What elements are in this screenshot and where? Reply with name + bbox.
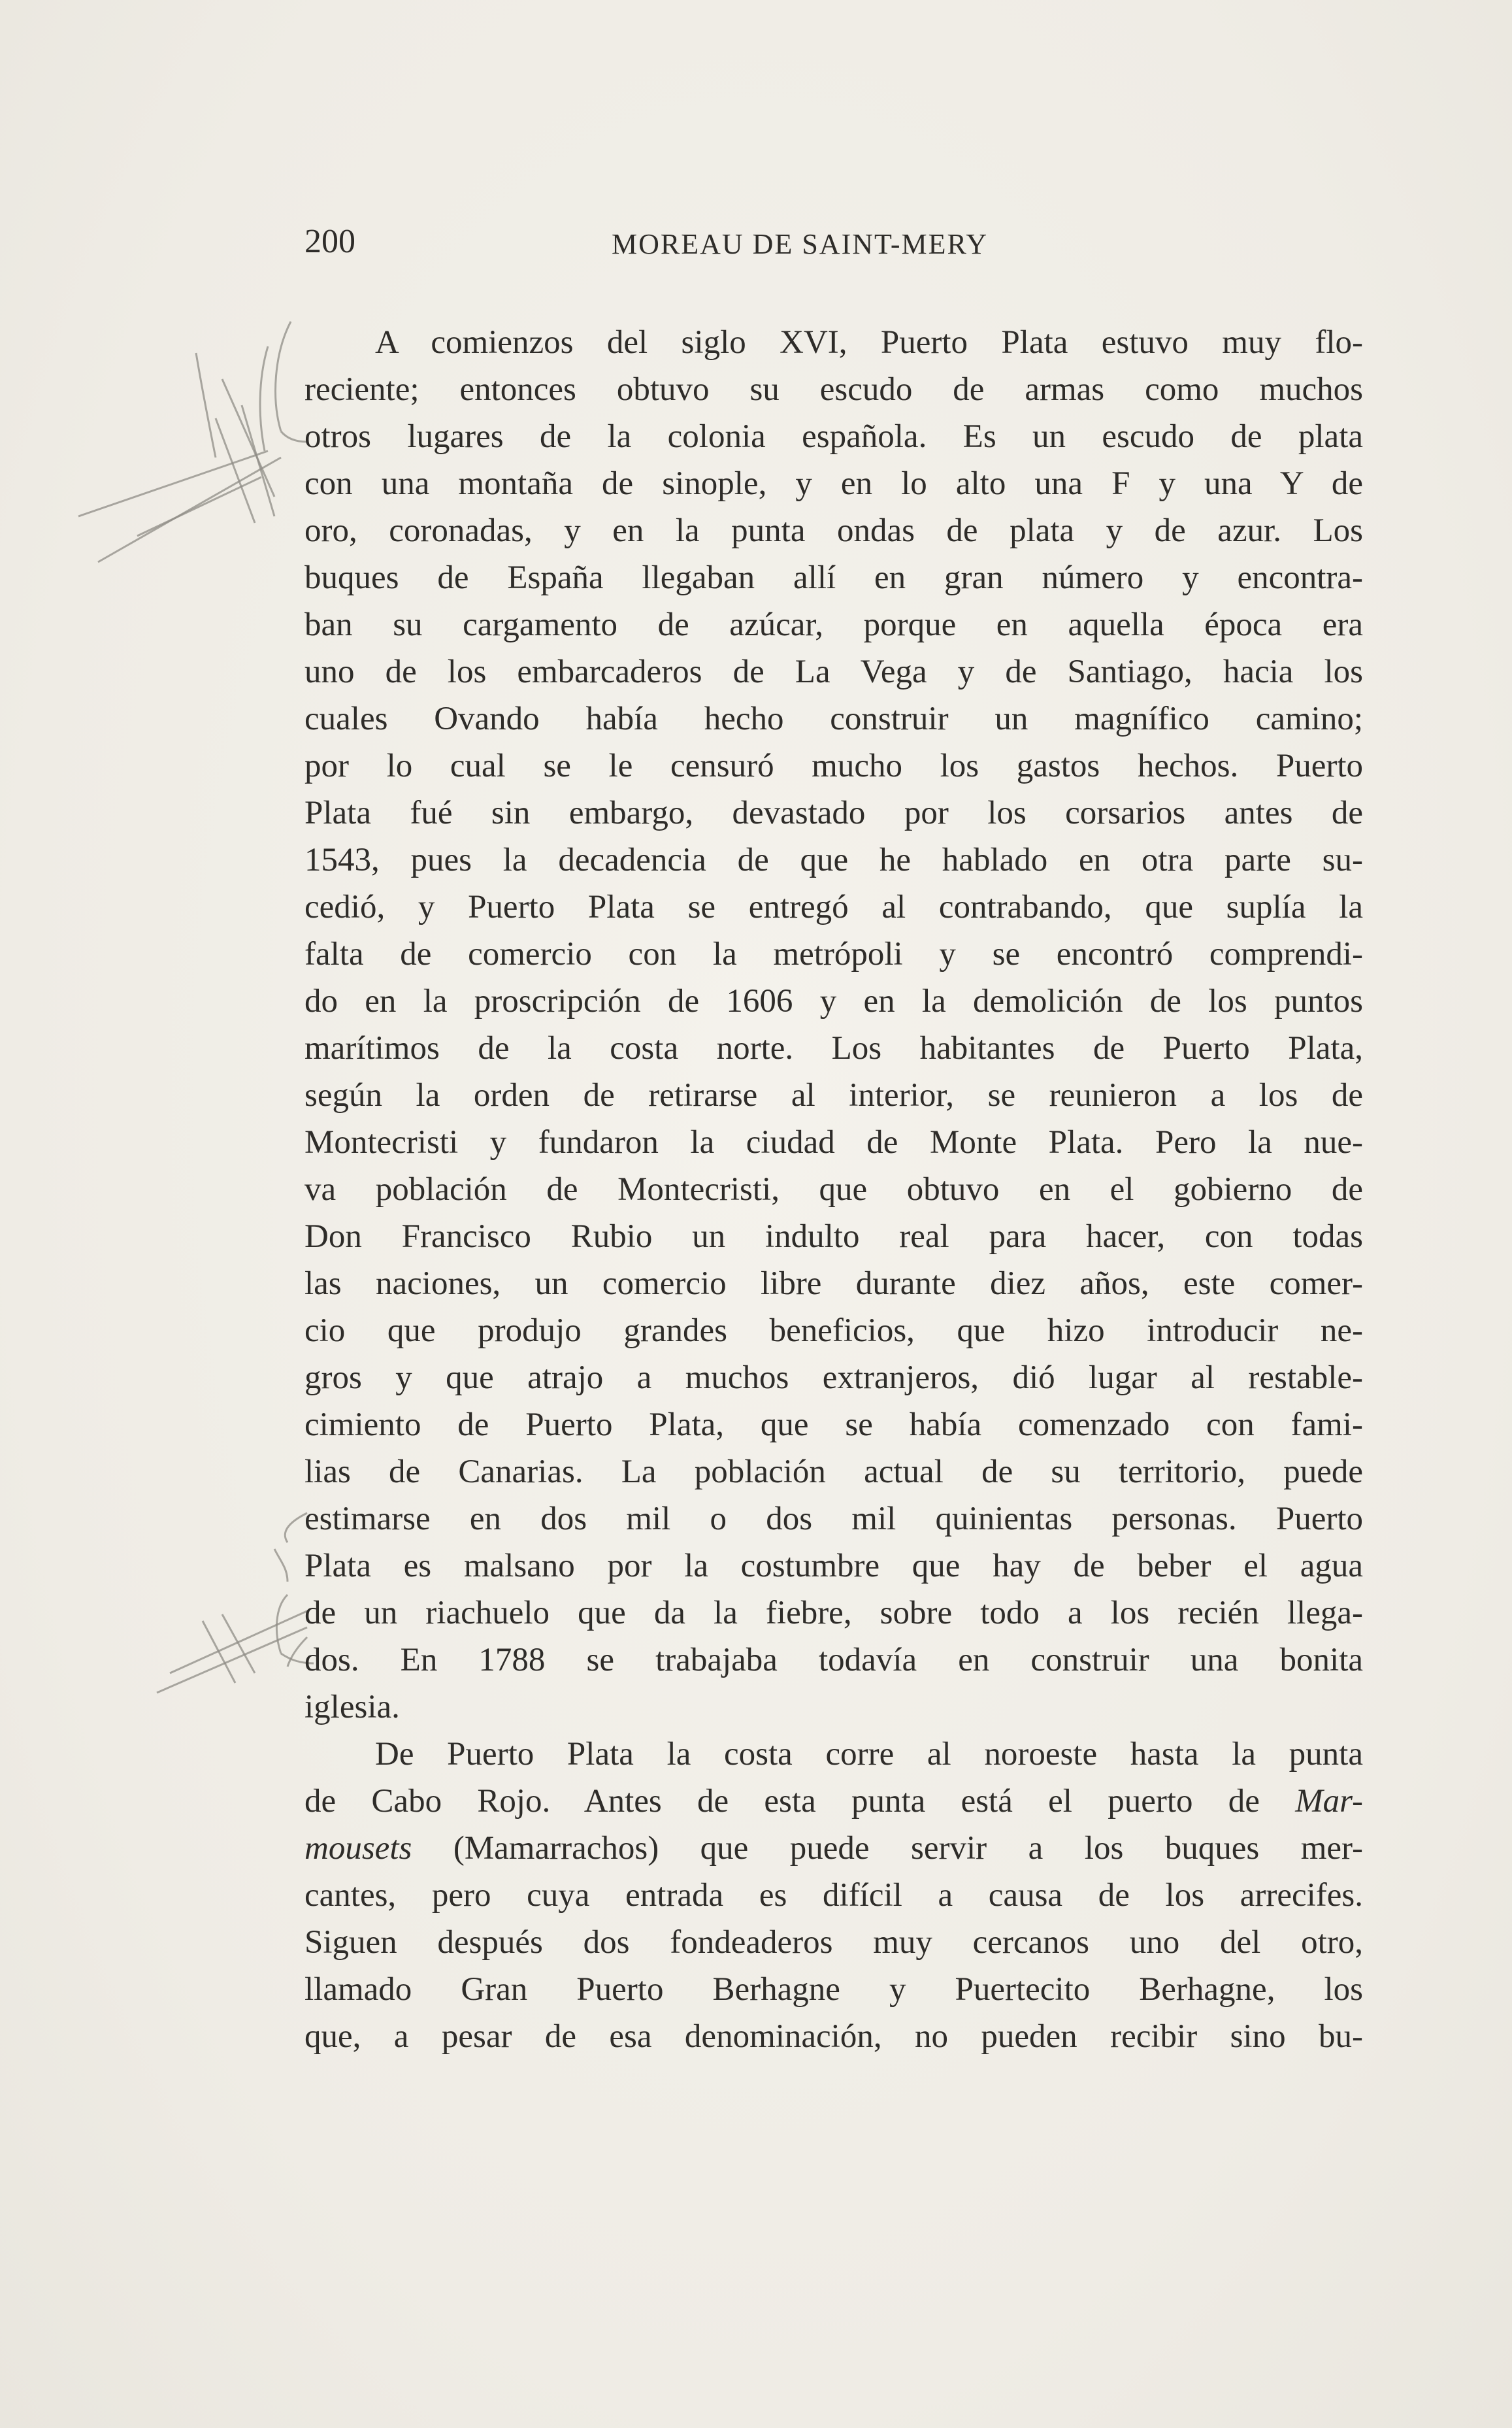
body-text bbox=[304, 319, 1363, 2060]
text-line: Montecristi y fundaron la ciudad de Monte Plata. Pero la nue- bbox=[304, 1124, 1363, 1161]
text-line-with-italic: mousets (Mamarrachos) que puede servir a los buques mer- bbox=[304, 1830, 1363, 1867]
text-line: uno de los embarcaderos de La Vega y de Santiago, hacia los bbox=[304, 654, 1363, 690]
text-line: reciente; entonces obtuvo su escudo de armas como muchos bbox=[304, 371, 1363, 408]
text-line: ban su cargamento de azúcar, porque en aquella época era bbox=[304, 607, 1363, 643]
text-line: según la orden de retirarse al interior, se reunieron a los de bbox=[304, 1077, 1363, 1114]
text-line: las naciones, un comercio libre durante diez años, este comer- bbox=[304, 1265, 1363, 1302]
text-line: do en la proscripción de 1606 y en la demolición de los puntos bbox=[304, 983, 1363, 1020]
italic-term: Mar- bbox=[1295, 1783, 1363, 1820]
text-line: que, a pesar de esa denominación, no pueden recibir sino bu- bbox=[304, 2018, 1363, 2055]
italic-term: mousets bbox=[304, 1830, 412, 1867]
text-line: de un riachuelo que da la fiebre, sobre todo a los recién llega- bbox=[304, 1595, 1363, 1631]
text-line: A comienzos del siglo XVI, Puerto Plata estuvo muy flo- bbox=[375, 324, 1363, 361]
text-line: lias de Canarias. La población actual de su territorio, puede bbox=[304, 1454, 1363, 1490]
text-line: Plata es malsano por la costumbre que hay de beber el agua bbox=[304, 1548, 1363, 1584]
text-line: falta de comercio con la metrópoli y se encontró comprendi- bbox=[304, 936, 1363, 973]
text-line: marítimos de la costa norte. Los habitantes de Puerto Plata, bbox=[304, 1030, 1363, 1067]
paragraph-1 bbox=[304, 319, 1363, 1731]
text-line: buques de España llegaban allí en gran número y encontra- bbox=[304, 559, 1363, 596]
text-line: gros y que atrajo a muchos extranjeros, dió lugar al restable- bbox=[304, 1359, 1363, 1396]
text-line: va población de Montecristi, que obtuvo en el gobierno de bbox=[304, 1171, 1363, 1208]
text-line: De Puerto Plata la costa corre al noroeste hasta la punta bbox=[375, 1736, 1363, 1772]
text-line: cantes, pero cuya entrada es difícil a causa de los arrecifes. bbox=[304, 1877, 1363, 1914]
text-line-with-italic: de Cabo Rojo. Antes de esta punta está el puerto de Mar- bbox=[304, 1783, 1363, 1820]
running-head bbox=[304, 222, 1363, 274]
text-line: 1543, pues la decadencia de que he hablado en otra parte su- bbox=[304, 842, 1363, 878]
text-line: con una montaña de sinople, y en lo alto una F y una Y de bbox=[304, 465, 1363, 502]
running-title: MOREAU DE SAINT-MERY bbox=[612, 228, 989, 260]
text-line: Plata fué sin embargo, devastado por los corsarios antes de bbox=[304, 795, 1363, 831]
text-line: iglesia. bbox=[304, 1689, 400, 1725]
text-line: cimiento de Puerto Plata, que se había comenzado con fami- bbox=[304, 1406, 1363, 1443]
text-line: llamado Gran Puerto Berhagne y Puertecito Berhagne, los bbox=[304, 1971, 1363, 2008]
page-number: 200 bbox=[304, 223, 355, 260]
text-line: dos. En 1788 se trabajaba todavía en construir una bonita bbox=[304, 1642, 1363, 1678]
text-line: oro, coronadas, y en la punta ondas de plata y de azur. Los bbox=[304, 512, 1363, 549]
paragraph-2 bbox=[304, 1731, 1363, 2060]
text-line: cio que produjo grandes beneficios, que hizo introducir ne- bbox=[304, 1312, 1363, 1349]
text-line: por lo cual se le censuró mucho los gastos hechos. Puerto bbox=[304, 748, 1363, 784]
text-line: Don Francisco Rubio un indulto real para hacer, con todas bbox=[304, 1218, 1363, 1255]
text-line: cuales Ovando había hecho construir un magnífico camino; bbox=[304, 701, 1363, 737]
text-line: otros lugares de la colonia española. Es un escudo de plata bbox=[304, 418, 1363, 455]
text-line: cedió, y Puerto Plata se entregó al contrabando, que suplía la bbox=[304, 889, 1363, 925]
text-line: estimarse en dos mil o dos mil quinientas personas. Puerto bbox=[304, 1501, 1363, 1537]
text-line: Siguen después dos fondeaderos muy cercanos uno del otro, bbox=[304, 1924, 1363, 1961]
